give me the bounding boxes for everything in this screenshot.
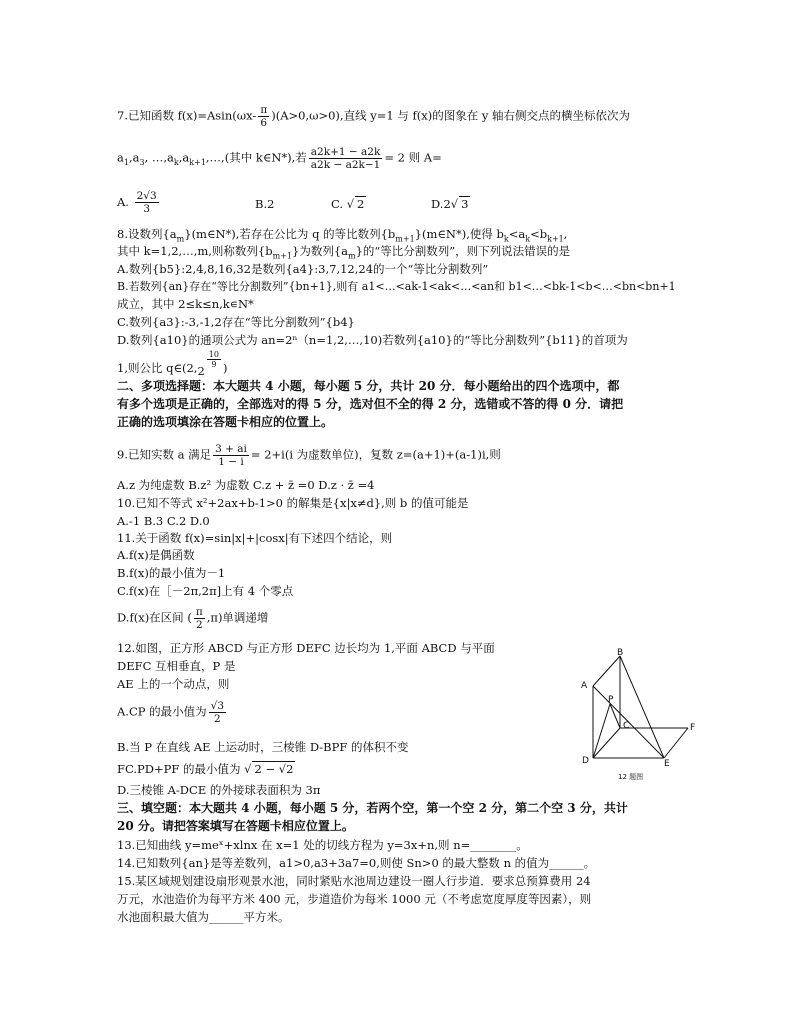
q7-options — [117, 190, 517, 215]
q8-option-d-line2: 1,则公比 q∈(2,2 $\frac{10}{9}$ ) — [117, 350, 228, 378]
q12-geometry-figure — [574, 646, 708, 782]
q12-stem-line2: DEFC 互相垂直，P 是 — [117, 659, 236, 673]
q9-stem: 9.已知实数 a 满足 $\frac{3 + ai}{1 - i}$ = 2+i(i 为虚数单位)，复数 z=(a+1)+(a-1)i,则 — [117, 443, 501, 468]
q10-stem: 10.已知不等式 x²+2ax+b-1>0 的解集是{x|x≠d},则 b 的值可能是 — [117, 496, 469, 510]
q7-pi-over-6: $\frac{\pi}{6}$ — [260, 104, 268, 129]
q12-stem-line3: AE 上的一个动点，则 — [117, 677, 230, 691]
q12-option-c: FC.PD+PF 的最小值为 √ 2 − √2 — [117, 762, 294, 776]
q7-option-d: D.2√ 3 — [431, 197, 469, 211]
q7-ratio-fraction: $\frac{a2k+1 - a2k}{a2k - a2k-1}$ — [310, 146, 381, 171]
q15-line1: 15.某区域规划建设扇形观景水池，同时紧贴水池周边建设一圈人行步道．要求总预算费用 24 — [117, 874, 591, 888]
q7-option-a: A. $\frac{2√3}{3}$ — [117, 190, 157, 215]
q7-option-b: B.2 — [255, 197, 275, 211]
q8-option-b-line2: 成立，其中 2≤k≤n,k∊N* — [117, 297, 254, 311]
section3-heading-line1: 三、填空题：本大题共 4 小题，每小题 5 分，若两个空，第一个空 2 分，第二个空 3 分，共计 — [117, 801, 628, 815]
section3-heading-line2: 20 分。请把答案填写在答题卡相应位置上。 — [117, 819, 354, 833]
fig-label-a: A — [581, 681, 588, 691]
q11-option-c: C.f(x)在［－2π,2π]上有 4 个零点 — [117, 584, 294, 598]
q15-line2: 万元，水池造价为每平方米 400 元，步道造价为每米 1000 元（不考虑宽度厚度等因素），则 — [117, 892, 592, 906]
q14: 14.已知数列{an}是等差数列，a1>0,a3+3a7=0,则使 Sn>0 的最大整数 n 的值为______。 — [117, 856, 596, 870]
q10-options: A.-1 B.3 C.2 D.0 — [117, 514, 210, 528]
q12-option-d: D.三棱锥 A-DCE 的外接球表面积为 3π — [117, 783, 321, 797]
q8-line2: 其中 k=1,2,…,m,则称数列$\{b_{m+1}\}$为数列$\{a_m\}$的“等比分割数列”，则下列说法错误的是 — [117, 244, 571, 261]
q7-line1 — [117, 104, 630, 129]
fig-caption: 12 题图 — [618, 773, 644, 781]
section2-heading-line1: 二、多项选择题：本大题共 4 小题，每小题 5 分，共计 20 分．每小题给出的四个选项中，都 — [117, 379, 620, 393]
q12-stem-line1: 12.如图，正方形 ABCD 与正方形 DEFC 边长均为 1,平面 ABCD 与平面 — [117, 641, 495, 655]
q11-option-d: D.f(x)在区间 ( $\frac{\pi}{2}$ ,π)单调递增 — [117, 606, 269, 631]
fig-label-p: P — [608, 695, 614, 705]
q12-option-b: B.当 P 在直线 AE 上运动时，三棱锥 D-BPF 的体积不变 — [117, 740, 409, 754]
q7-text-a: 7.已知函数 f(x)=Asin(ωx- — [117, 108, 257, 123]
fig-label-b: B — [617, 648, 624, 658]
section2-heading-line3: 正确的选项填涂在答题卡相应的位置上。 — [117, 415, 334, 429]
q8-option-c: C.数列{a3}:-3,-1,2存在“等比分割数列”{b4} — [117, 315, 355, 329]
q8-line1: 8.设数列$\{a_m\}(m\in N*)$,若存在公比为 q 的等比数列$\{b_{m+1}\}(m\in N*)$,使得 $b_k<a_k<b_{k+1}$, — [117, 227, 568, 244]
q8-option-a: A.数列{b5}:2,4,8,16,32是数列{a4}:3,7,12,24的一个“等比分割数列” — [117, 262, 489, 276]
q7-text-b: )(A>0,ω>0),直线 y=1 与 f(x)的图象在 y 轴右侧交点的横坐标依次为 — [271, 108, 631, 123]
q7-option-c: C. √ 2 — [331, 197, 365, 211]
q12-option-a: A.CP 的最小值为 $\frac{√3}{2}$ — [117, 700, 225, 725]
q11-option-a: A.f(x)是偶函数 — [117, 548, 195, 562]
q7-line2: $a_1,a_3$, $\dots,a_k,a_{k+1},\dots$,(其中 k∈N*),若 $\frac{a2k+1 - a2k}{a2k - a2k-1}$ = 2 则 A= — [117, 146, 442, 171]
fig-label-e: E — [664, 759, 670, 769]
q9-options: A.z 为纯虚数 B.z² 为虚数 C.z + z̄ =0 D.z · z̄ =4 — [117, 478, 375, 492]
q11-stem: 11.关于函数 f(x)=sin|x|+|cosx|有下述四个结论，则 — [117, 531, 393, 545]
fig-label-f: F — [690, 723, 696, 733]
section2-heading-line2: 有多个选项是正确的，全部选对的得 5 分，选对但不全的得 2 分，选错或不答的得 0 分．请把 — [117, 397, 624, 411]
q11-option-b: B.f(x)的最小值为－1 — [117, 566, 226, 580]
fig-label-c: C — [623, 721, 630, 731]
fig-label-d: D — [582, 756, 589, 766]
q13: 13.已知曲线 y=meˣ+xlnx 在 x=1 处的切线方程为 y=3x+n,则 n=________。 — [117, 838, 528, 852]
q8-option-b-line1: B.若数列{an}存在“等比分割数列”{bn+1},则有 a1<…<ak-1<ak<…<an和 b1<…<bk-1<b<…<bn<bn+1 — [117, 280, 676, 293]
q8-option-d-line1: D.数列{a10}的通项公式为 an=2ⁿ（n=1,2,…,10)若数列{a10}的“等比分割数列”{b11}的首项为 — [117, 333, 628, 347]
q15-line3: 水池面积最大值为______平方米。 — [117, 910, 290, 924]
